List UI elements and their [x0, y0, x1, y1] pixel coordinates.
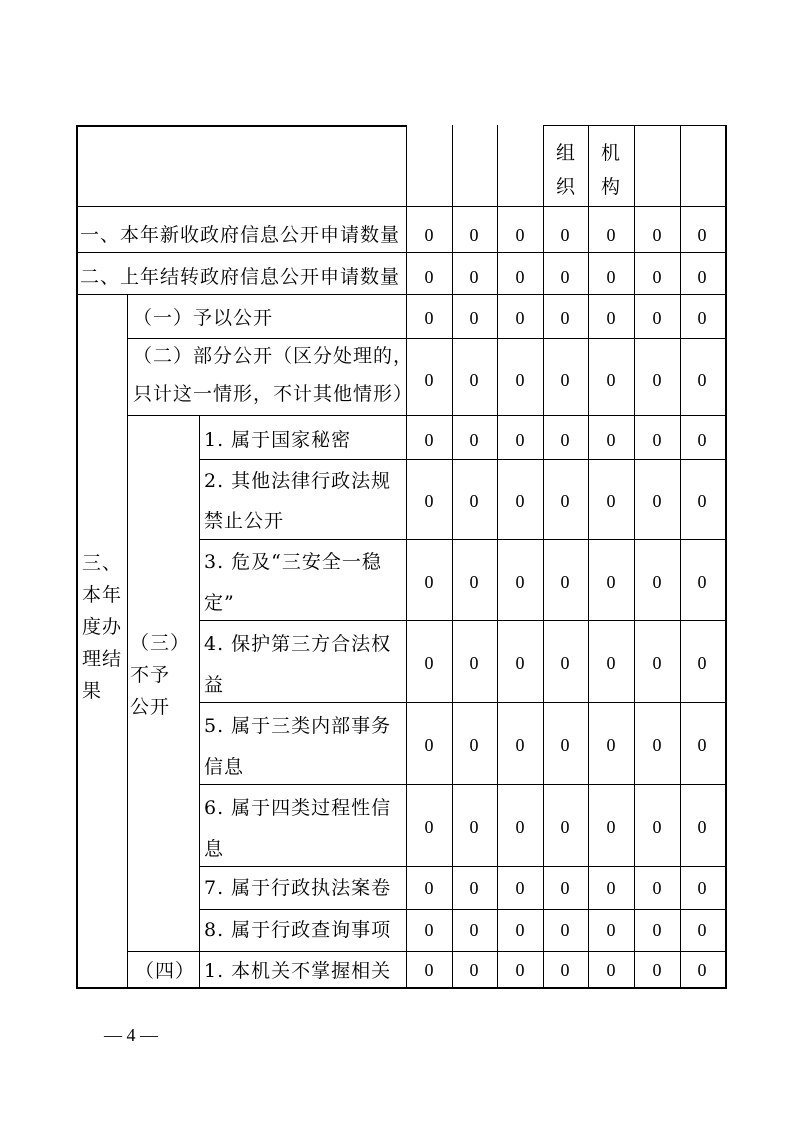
- value-cell: 0: [606, 653, 616, 673]
- value-cell: 0: [560, 817, 570, 837]
- value-cell: 0: [424, 430, 434, 450]
- value-cell: 0: [469, 572, 479, 592]
- value-cell: 0: [652, 817, 662, 837]
- row-label-reason-1: 1. 属于国家秘密: [204, 429, 352, 451]
- value-cell: 0: [424, 225, 434, 245]
- value-cell: 0: [515, 735, 525, 755]
- row-line: [76, 206, 726, 207]
- row-line: [199, 702, 726, 703]
- value-cell: 0: [606, 920, 616, 940]
- value-cell: 0: [697, 267, 707, 287]
- value-cell: 0: [469, 491, 479, 511]
- col-line: [452, 125, 453, 988]
- row-label-four-reason-1: 1. 本机关不掌握相关: [204, 960, 392, 982]
- row-label-reason-4-line1: 4. 保护第三方合法权: [204, 633, 392, 655]
- value-cell: 0: [606, 491, 616, 511]
- row-line: [127, 338, 726, 339]
- value-cell: 0: [469, 430, 479, 450]
- row-label-reason-2-line2: 禁止公开: [204, 510, 285, 532]
- row-line: [199, 784, 726, 785]
- value-cell: 0: [606, 267, 616, 287]
- value-cell: 0: [560, 960, 570, 980]
- row-label-reason-6-line2: 息: [204, 838, 225, 860]
- row-label-disclosed: （一）予以公开: [133, 307, 274, 329]
- row-line: [199, 866, 726, 867]
- value-cell: 0: [697, 735, 707, 755]
- col-line: [543, 125, 544, 988]
- col-line: [127, 294, 128, 988]
- value-cell: 0: [469, 267, 479, 287]
- value-cell: 0: [515, 572, 525, 592]
- value-cell: 0: [469, 370, 479, 390]
- page-number: — 4 —: [104, 1025, 158, 1045]
- value-cell: 0: [560, 735, 570, 755]
- value-cell: 0: [652, 430, 662, 450]
- subsection-label-not-disclosed: （三） 不予 公开: [130, 632, 191, 718]
- value-cell: 0: [424, 308, 434, 328]
- value-cell: 0: [515, 430, 525, 450]
- value-cell: 0: [515, 878, 525, 898]
- value-cell: 0: [606, 430, 616, 450]
- row-line: [199, 459, 726, 460]
- table-right-border: [725, 125, 727, 989]
- value-cell: 0: [515, 225, 525, 245]
- value-cell: 0: [697, 920, 707, 940]
- value-cell: 0: [424, 653, 434, 673]
- row-label-reason-5-line2: 信息: [204, 756, 245, 778]
- value-cell: 0: [606, 225, 616, 245]
- value-cell: 0: [652, 960, 662, 980]
- value-cell: 0: [515, 308, 525, 328]
- row-label-reason-5-line1: 5. 属于三类内部事务: [204, 715, 392, 737]
- value-cell: 0: [424, 491, 434, 511]
- value-cell: 0: [515, 960, 525, 980]
- row-label-reason-3-line1: 3. 危及“三安全一稳: [204, 551, 382, 573]
- row-line: [127, 415, 726, 416]
- value-cell: 0: [469, 920, 479, 940]
- col-line: [406, 125, 407, 988]
- value-cell: 0: [560, 878, 570, 898]
- value-cell: 0: [697, 878, 707, 898]
- value-cell: 0: [606, 308, 616, 328]
- value-cell: 0: [424, 920, 434, 940]
- value-cell: 0: [560, 267, 570, 287]
- row-line: [127, 951, 726, 952]
- value-cell: 0: [652, 491, 662, 511]
- value-cell: 0: [424, 817, 434, 837]
- col-line: [634, 125, 635, 988]
- row-line: [199, 539, 726, 540]
- row-label-reason-2-line1: 2. 其他法律行政法规: [204, 470, 392, 492]
- row-line: [76, 252, 726, 253]
- section-label-results: 三、 本年 度办 理结 果: [82, 552, 123, 702]
- table-left-border: [76, 125, 78, 989]
- value-cell: 0: [697, 225, 707, 245]
- value-cell: 0: [697, 960, 707, 980]
- value-cell: 0: [560, 308, 570, 328]
- col-line: [588, 125, 589, 988]
- value-cell: 0: [606, 817, 616, 837]
- value-cell: 0: [515, 920, 525, 940]
- value-cell: 0: [560, 370, 570, 390]
- col-line: [497, 125, 498, 988]
- value-cell: 0: [469, 735, 479, 755]
- value-cell: 0: [560, 491, 570, 511]
- col-line: [199, 415, 200, 988]
- row-label-partial-line1: （二）部分公开（区分处理的，: [133, 345, 414, 367]
- value-cell: 0: [606, 735, 616, 755]
- subsection-label-four: （四）: [135, 960, 196, 982]
- value-cell: 0: [515, 491, 525, 511]
- value-cell: 0: [697, 430, 707, 450]
- value-cell: 0: [560, 920, 570, 940]
- row-label-new-requests: 一、本年新收政府信息公开申请数量: [80, 224, 401, 246]
- row-line: [199, 909, 726, 910]
- value-cell: 0: [652, 370, 662, 390]
- value-cell: 0: [424, 960, 434, 980]
- table-top-border: [76, 125, 407, 127]
- value-cell: 0: [469, 817, 479, 837]
- value-cell: 0: [697, 308, 707, 328]
- value-cell: 0: [652, 735, 662, 755]
- value-cell: 0: [652, 653, 662, 673]
- value-cell: 0: [515, 267, 525, 287]
- row-label-reason-7: 7. 属于行政执法案卷: [204, 877, 392, 899]
- value-cell: 0: [606, 370, 616, 390]
- value-cell: 0: [560, 572, 570, 592]
- value-cell: 0: [424, 735, 434, 755]
- value-cell: 0: [697, 653, 707, 673]
- row-label-reason-4-line2: 益: [204, 674, 225, 696]
- value-cell: 0: [697, 370, 707, 390]
- value-cell: 0: [515, 370, 525, 390]
- value-cell: 0: [697, 491, 707, 511]
- value-cell: 0: [424, 878, 434, 898]
- value-cell: 0: [697, 817, 707, 837]
- row-label-reason-3-line2: 定”: [204, 592, 235, 614]
- header-col5-label: 机 构: [601, 142, 621, 198]
- value-cell: 0: [652, 572, 662, 592]
- value-cell: 0: [652, 878, 662, 898]
- value-cell: 0: [515, 817, 525, 837]
- value-cell: 0: [697, 572, 707, 592]
- row-label-reason-6-line1: 6. 属于四类过程性信: [204, 797, 392, 819]
- row-line: [76, 294, 726, 295]
- row-label-carried-over: 二、上年结转政府信息公开申请数量: [80, 266, 401, 288]
- value-cell: 0: [469, 653, 479, 673]
- value-cell: 0: [652, 225, 662, 245]
- value-cell: 0: [652, 920, 662, 940]
- value-cell: 0: [515, 653, 525, 673]
- value-cell: 0: [469, 225, 479, 245]
- col-line: [680, 125, 681, 988]
- value-cell: 0: [606, 572, 616, 592]
- value-cell: 0: [652, 267, 662, 287]
- value-cell: 0: [606, 878, 616, 898]
- value-cell: 0: [469, 308, 479, 328]
- value-cell: 0: [469, 960, 479, 980]
- row-label-reason-8: 8. 属于行政查询事项: [204, 919, 392, 941]
- value-cell: 0: [424, 370, 434, 390]
- value-cell: 0: [560, 430, 570, 450]
- value-cell: 0: [560, 653, 570, 673]
- header-col4-label: 组 织: [556, 142, 576, 198]
- value-cell: 0: [424, 572, 434, 592]
- row-label-partial-line2: 只计这一情形，不计其他情形）: [133, 383, 414, 405]
- value-cell: 0: [560, 225, 570, 245]
- value-cell: 0: [469, 878, 479, 898]
- value-cell: 0: [424, 267, 434, 287]
- table-bottom-border: [76, 987, 726, 989]
- value-cell: 0: [652, 308, 662, 328]
- row-line: [199, 620, 726, 621]
- value-cell: 0: [606, 960, 616, 980]
